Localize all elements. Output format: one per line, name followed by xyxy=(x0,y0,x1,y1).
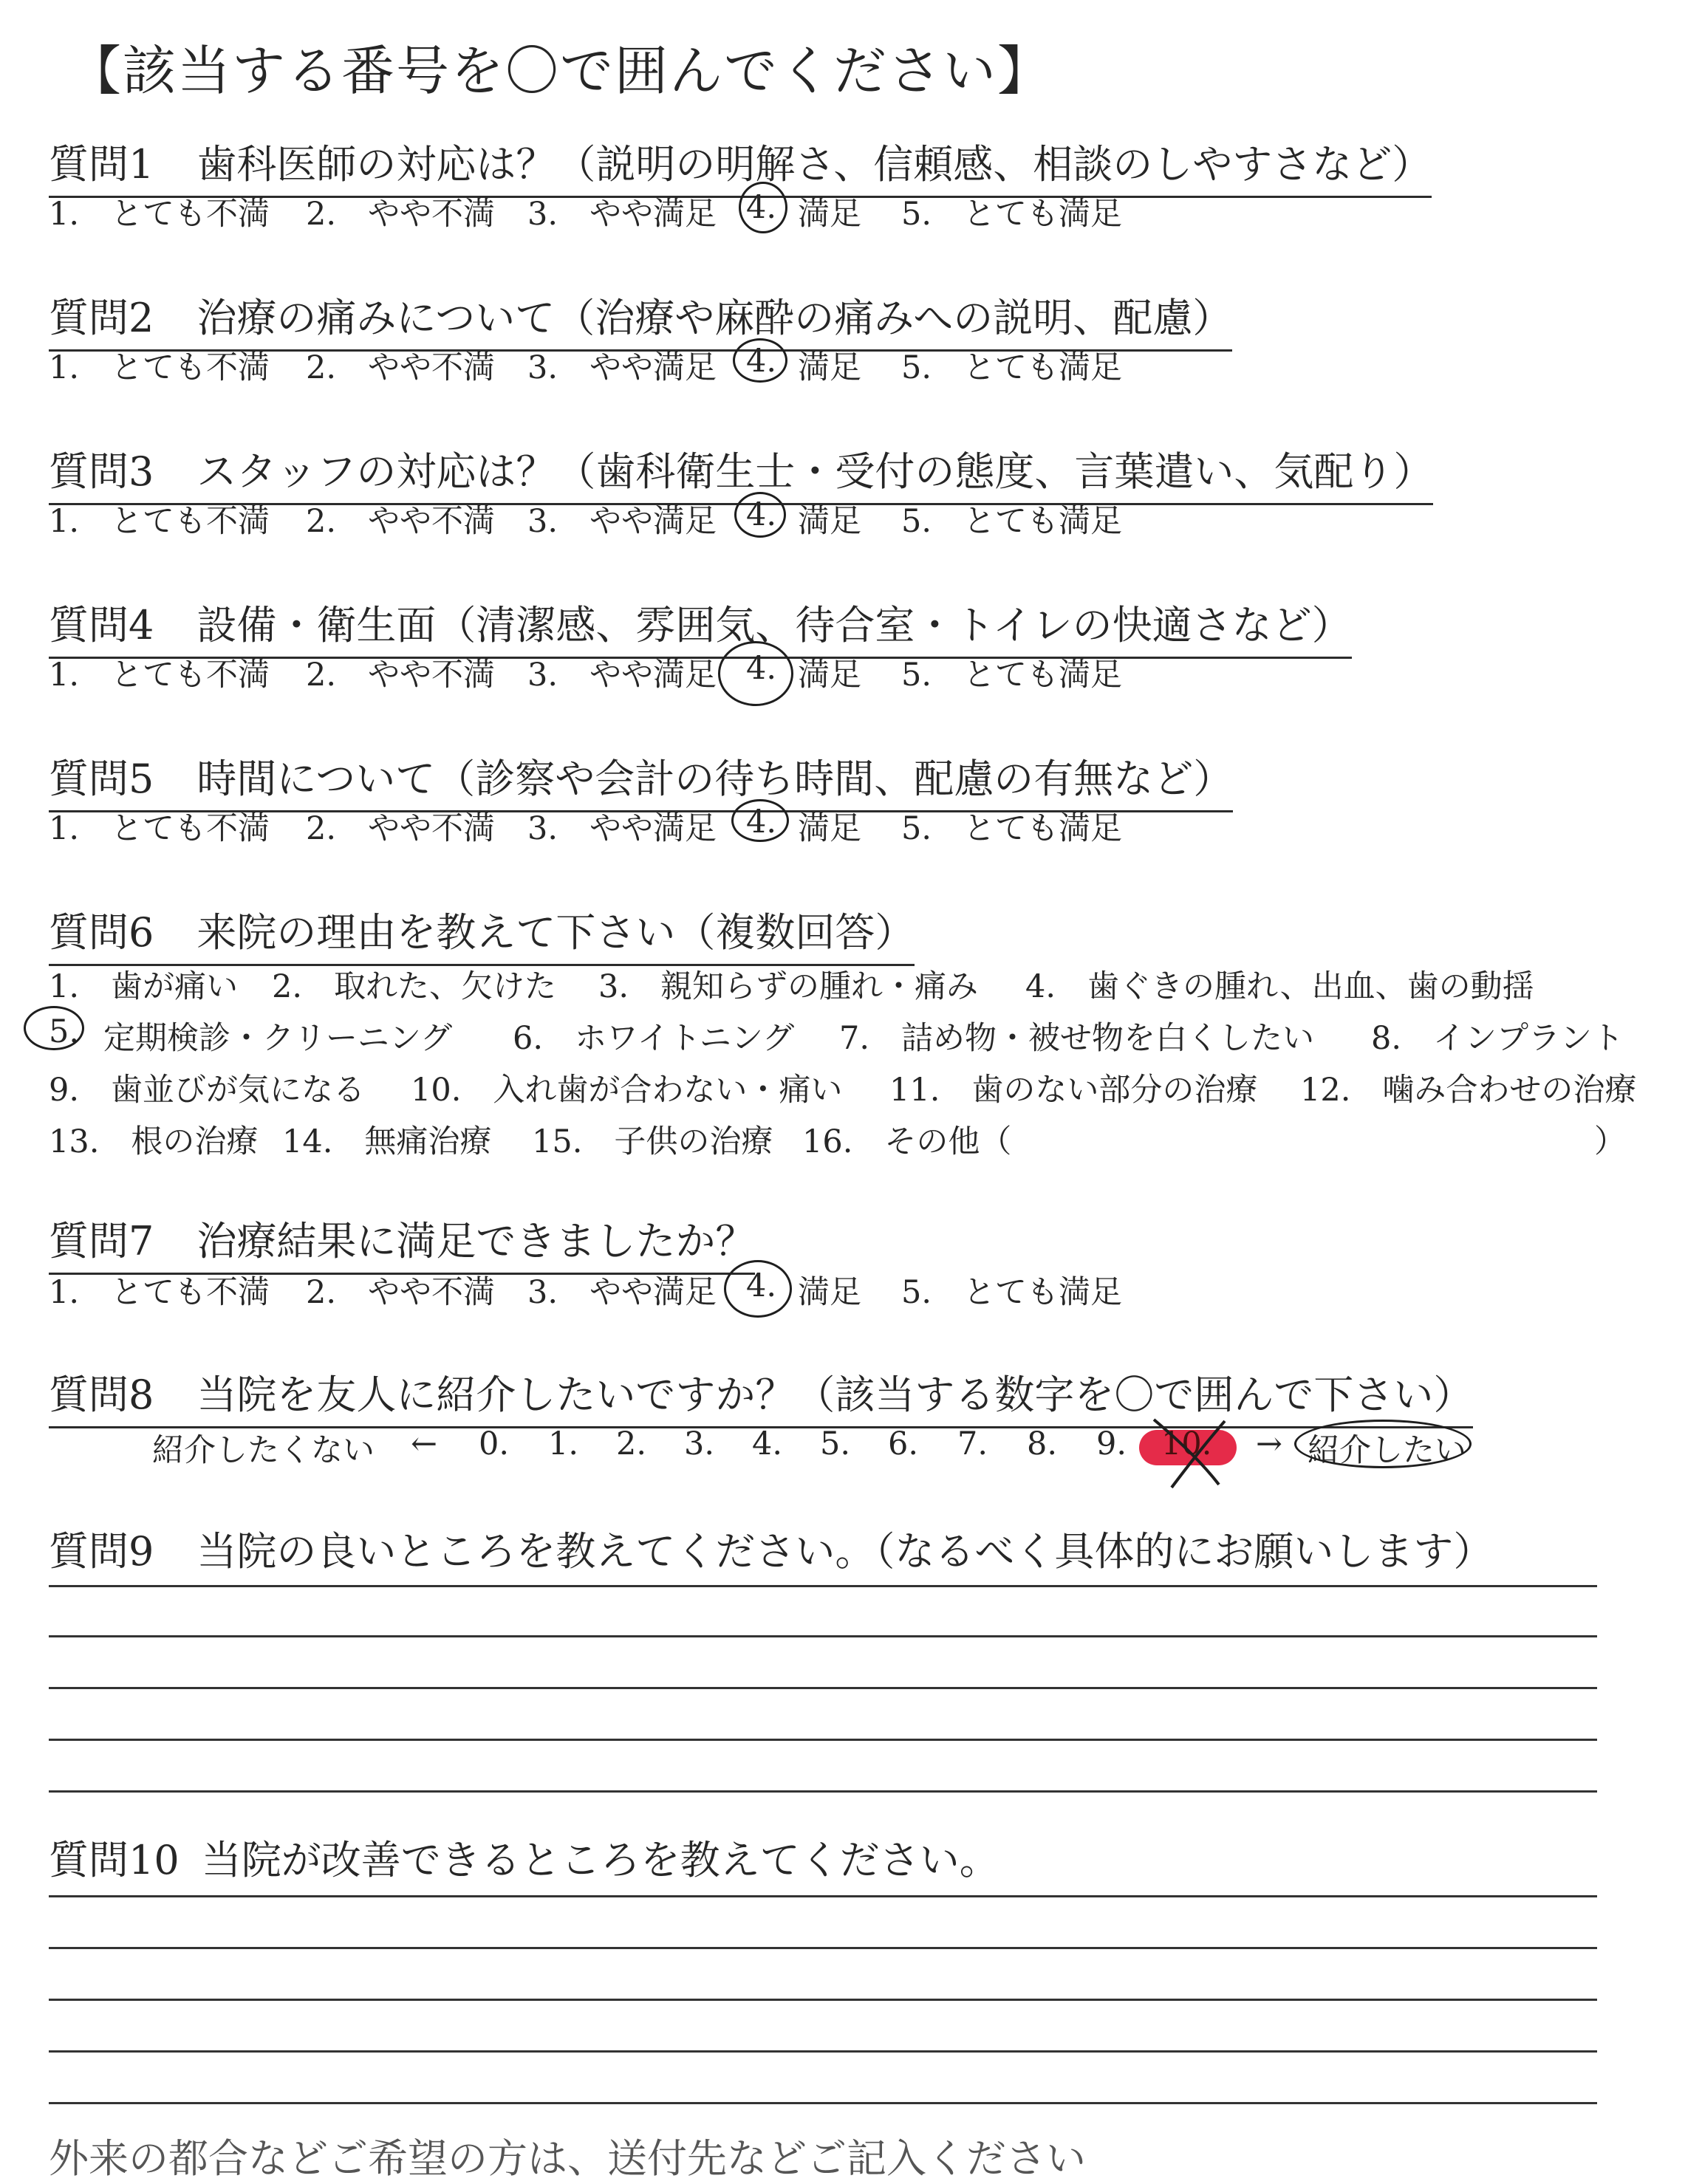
choice-3[interactable]: 3. やや満足 xyxy=(527,196,717,233)
question-7-title xyxy=(49,1210,755,1275)
choice-4[interactable]: 4. xyxy=(746,496,777,533)
scale-number-0[interactable]: 0. xyxy=(479,1425,510,1462)
choice-5[interactable]: 5. とても満足 xyxy=(901,1274,1123,1311)
question-8-scale xyxy=(0,1425,1702,1485)
choice-4-label: 満足 xyxy=(798,810,861,847)
choice-4-label: 満足 xyxy=(798,349,861,386)
answer-line[interactable] xyxy=(49,1687,1597,1689)
choice-5[interactable]: 5. とても満足 xyxy=(901,657,1123,694)
selected-answer-circle xyxy=(24,1006,84,1050)
choice-1[interactable]: 1. とても不満 xyxy=(49,503,270,540)
footer-note: 外来の都合などご希望の方は、送付先などご記入ください xyxy=(49,2135,1086,2182)
question-number: 質問2 xyxy=(49,295,154,341)
answer-line[interactable] xyxy=(49,1790,1597,1793)
question-2-title xyxy=(49,287,1232,352)
choice-3[interactable]: 3. やや満足 xyxy=(527,657,717,694)
choice-4[interactable]: 4. xyxy=(746,1267,777,1304)
reason-option[interactable]: 14. 無痛治療 xyxy=(282,1123,492,1160)
choice-1[interactable]: 1. とても不満 xyxy=(49,1274,270,1311)
reason-option[interactable]: 8. インプラント xyxy=(1371,1020,1624,1057)
reason-option[interactable]: 10. 入れ歯が合わない・痛い xyxy=(411,1072,843,1109)
answer-line[interactable] xyxy=(49,1585,1597,1587)
question-5-title xyxy=(49,747,1233,812)
question-text: 来院の理由を教えて下さい（複数回答） xyxy=(196,909,915,956)
other-close-paren: ） xyxy=(1594,1123,1626,1160)
question-6-options-row-3 xyxy=(49,1065,1659,1109)
left-arrow-icon: ← xyxy=(411,1425,438,1462)
answer-line[interactable] xyxy=(49,1947,1597,1949)
choice-3[interactable]: 3. やや満足 xyxy=(527,1274,717,1311)
right-arrow-icon: → xyxy=(1256,1425,1283,1462)
question-6-options-row-4 xyxy=(49,1117,1659,1161)
choice-4-label: 満足 xyxy=(798,657,861,694)
question-5-choices xyxy=(49,804,1231,848)
question-2-choices xyxy=(49,343,1231,387)
question-text: 設備・衛生面（清潔感、雰囲気、待合室・トイレの快適さなど） xyxy=(196,602,1352,648)
answer-line[interactable] xyxy=(49,1999,1597,2001)
question-text: 時間について（診察や会計の待ち時間、配慮の有無など） xyxy=(196,756,1234,802)
scale-number-2[interactable]: 2. xyxy=(616,1425,647,1462)
answer-line[interactable] xyxy=(49,1739,1597,1741)
choice-5[interactable]: 5. とても満足 xyxy=(901,349,1123,386)
choice-5[interactable]: 5. とても満足 xyxy=(901,196,1123,233)
choice-1[interactable]: 1. とても不満 xyxy=(49,196,270,233)
scale-number-6[interactable]: 6. xyxy=(888,1425,919,1462)
choice-2[interactable]: 2. やや不満 xyxy=(306,657,496,694)
question-text: 当院の良いところを教えてください。（なるべく具体的にお願いします） xyxy=(196,1528,1494,1575)
choice-4-label: 満足 xyxy=(798,503,861,540)
question-number: 質問6 xyxy=(49,909,154,956)
reason-option[interactable]: 7. 詰め物・被せ物を白くしたい xyxy=(839,1020,1315,1057)
answer-line[interactable] xyxy=(49,1895,1597,1897)
reason-option[interactable]: 5. xyxy=(49,1013,80,1050)
choice-4[interactable]: 4. xyxy=(746,804,777,841)
choice-3[interactable]: 3. やや満足 xyxy=(527,810,717,847)
answer-line[interactable] xyxy=(49,2102,1597,2104)
choice-2[interactable]: 2. やや不満 xyxy=(306,810,496,847)
question-6-title xyxy=(49,901,915,966)
scale-number-3[interactable]: 3. xyxy=(684,1425,715,1462)
question-8-title xyxy=(49,1363,1473,1428)
reason-option-label: 定期検診・クリーニング xyxy=(103,1020,453,1057)
choice-3[interactable]: 3. やや満足 xyxy=(527,349,717,386)
question-number: 質問4 xyxy=(49,602,154,648)
question-text: 治療結果に満足できましたか？ xyxy=(196,1218,756,1264)
choice-4-label: 満足 xyxy=(798,1274,861,1311)
selected-answer-circle xyxy=(734,492,786,538)
reason-option[interactable]: 12. 噛み合わせの治療 xyxy=(1300,1072,1637,1109)
reason-option[interactable]: 15. 子供の治療 xyxy=(532,1123,773,1160)
handwritten-x-mark xyxy=(1138,1414,1241,1490)
choice-1[interactable]: 1. とても不満 xyxy=(49,810,270,847)
question-number: 質問9 xyxy=(49,1528,154,1575)
scale-number-10[interactable]: 10. xyxy=(1161,1425,1212,1462)
choice-1[interactable]: 1. とても不満 xyxy=(49,349,270,386)
reason-option[interactable]: 2. 取れた、欠けた xyxy=(272,968,557,1005)
question-10-title xyxy=(49,1829,999,1886)
question-text: 当院を友人に紹介したいですか？（該当する数字を〇で囲んで下さい） xyxy=(196,1372,1474,1418)
choice-4[interactable]: 4. xyxy=(746,189,777,226)
answer-line[interactable] xyxy=(49,2050,1597,2053)
choice-2[interactable]: 2. やや不満 xyxy=(306,349,496,386)
choice-5[interactable]: 5. とても満足 xyxy=(901,810,1123,847)
reason-option[interactable]: 6. ホワイトニング xyxy=(513,1020,795,1057)
scale-right-label: 紹介したい xyxy=(1308,1432,1466,1469)
question-number: 質問5 xyxy=(49,756,154,802)
scale-number-7[interactable]: 7. xyxy=(957,1425,988,1462)
reason-option[interactable]: 9. 歯並びが気になる xyxy=(49,1072,366,1109)
choice-4[interactable]: 4. xyxy=(746,650,777,687)
question-3-choices xyxy=(49,496,1231,541)
scale-number-9[interactable]: 9. xyxy=(1096,1425,1127,1462)
question-text: スタッフの対応は？（歯科衛生士・受付の態度、言葉遣い、気配り） xyxy=(196,448,1434,495)
question-4-title xyxy=(49,594,1352,659)
question-number: 質問3 xyxy=(49,448,154,495)
scale-number-4[interactable]: 4. xyxy=(752,1425,783,1462)
selected-label-circle xyxy=(1294,1420,1472,1468)
reason-option[interactable]: 4. 歯ぐきの腫れ、出血、歯の動揺 xyxy=(1025,968,1534,1005)
question-number: 質問8 xyxy=(49,1372,154,1418)
question-6-options-row-1 xyxy=(49,962,1659,1006)
question-text: 当院が改善できるところを教えてください。 xyxy=(201,1837,999,1883)
choice-1[interactable]: 1. とても不満 xyxy=(49,657,270,694)
question-number: 質問10 xyxy=(49,1837,180,1883)
choice-2[interactable]: 2. やや不満 xyxy=(306,1274,496,1311)
choice-2[interactable]: 2. やや不満 xyxy=(306,503,496,540)
scale-left-label: 紹介したくない xyxy=(152,1432,375,1469)
choice-2[interactable]: 2. やや不満 xyxy=(306,196,496,233)
reason-option[interactable]: 11. 歯のない部分の治療 xyxy=(889,1072,1258,1109)
question-7-choices xyxy=(49,1267,1231,1312)
question-6-options-row-2 xyxy=(49,1013,1659,1058)
question-number: 質問1 xyxy=(49,141,154,188)
scale-number-8[interactable]: 8. xyxy=(1027,1425,1058,1462)
answer-line[interactable] xyxy=(49,1635,1597,1637)
choice-4-label: 満足 xyxy=(798,196,861,233)
question-1-choices xyxy=(49,189,1231,233)
choice-5[interactable]: 5. とても満足 xyxy=(901,503,1123,540)
question-3-title xyxy=(49,440,1433,505)
question-text: 治療の痛みについて（治療や麻酔の痛みへの説明、配慮） xyxy=(196,295,1233,341)
question-number: 質問7 xyxy=(49,1218,154,1264)
selected-answer-circle xyxy=(724,1260,792,1318)
selected-answer-circle xyxy=(733,338,787,383)
question-1-title xyxy=(49,133,1432,198)
question-9-title xyxy=(49,1520,1493,1577)
selected-answer-circle xyxy=(718,641,793,706)
selected-answer-circle xyxy=(739,182,787,233)
question-4-choices xyxy=(49,650,1231,694)
choice-3[interactable]: 3. やや満足 xyxy=(527,503,717,540)
form-header: 【該当する番号を〇で囲んでください】 xyxy=(68,40,1053,102)
reason-option[interactable]: 3. 親知らずの腫れ・痛み xyxy=(598,968,979,1005)
reason-option-other[interactable]: 16. その他（ xyxy=(802,1123,1012,1160)
reason-option[interactable]: 1. 歯が痛い xyxy=(49,968,239,1005)
selected-answer-circle xyxy=(731,799,789,842)
reason-option[interactable]: 13. 根の治療 xyxy=(49,1123,259,1160)
scale-number-5[interactable]: 5. xyxy=(820,1425,851,1462)
scale-number-1[interactable]: 1. xyxy=(548,1425,579,1462)
question-text: 歯科医師の対応は？（説明の明解さ、信頼感、相談のしやすさなど） xyxy=(196,141,1432,188)
choice-4[interactable]: 4. xyxy=(746,343,777,380)
